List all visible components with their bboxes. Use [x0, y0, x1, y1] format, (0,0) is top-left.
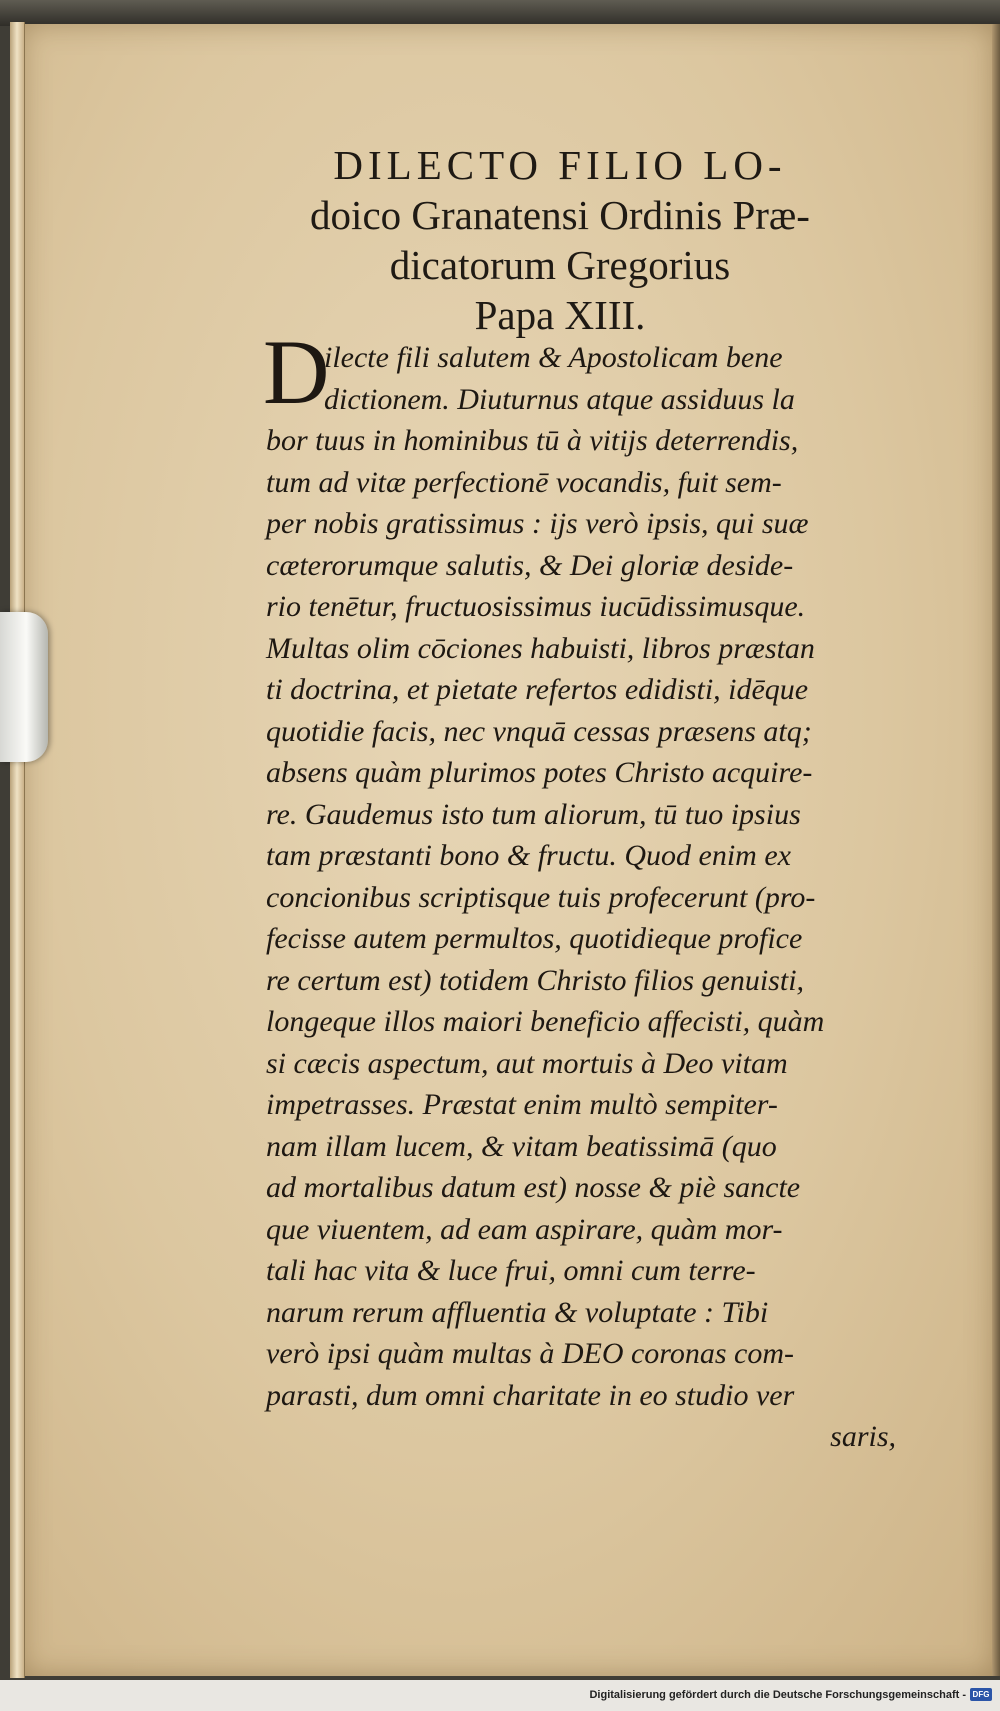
- text-line: tali hac vita & luce frui, omni cum terre-: [266, 1254, 756, 1287]
- text-line: rio tenētur, fructuosissimus iucūdissimusque.: [266, 590, 806, 623]
- text-line: ilecte fili salutem & Apostolicam bene: [324, 341, 783, 374]
- heading-line: doico Granatensi Ordinis Præ-: [310, 192, 810, 238]
- letter-heading: [200, 140, 920, 340]
- text-line: fecisse autem permultos, quotidieque profice: [266, 922, 803, 955]
- text-line: bor tuus in hominibus tū à vitijs deterrendis,: [266, 424, 799, 457]
- text-line: si cæcis aspectum, aut mortuis à Deo vitam: [266, 1046, 788, 1080]
- text-line: ti doctrina, et pietate refertos edidisti, idēque: [266, 673, 809, 706]
- text-line: per nobis gratissimus : ijs verò ipsis, qui suæ: [266, 507, 809, 540]
- text-line: verò ipsi quàm multas à DEO coronas com-: [266, 1337, 795, 1370]
- text-line: re. Gaudemus isto tum aliorum, tū tuo ipsius: [266, 797, 801, 831]
- text-line: absens quàm plurimos potes Christo acquire-: [266, 756, 813, 789]
- heading-line: dicatorum Gregorius: [389, 242, 731, 288]
- text-line: tum ad vitæ perfectionē vocandis, fuit sem-: [266, 465, 782, 499]
- letter-body: [266, 337, 906, 1458]
- text-line: impetrasses. Præstat enim multò sempiter-: [266, 1088, 778, 1121]
- text-line: tam præstanti bono & fructu. Quod enim ex: [266, 839, 791, 872]
- binding-edge: [992, 24, 1000, 1676]
- page-edge: [10, 22, 25, 1678]
- drop-cap: D: [263, 321, 330, 423]
- text-line: ad mortalibus datum est) nosse & piè sancte: [266, 1171, 801, 1204]
- text-line: parasti, dum omni charitate in eo studio ver: [266, 1378, 795, 1412]
- text-line: narum rerum affluentia & voluptate : Tibi: [266, 1295, 769, 1329]
- text-line: re certum est) totidem Christo filios genuisti,: [266, 963, 805, 997]
- text-line: concionibus scriptisque tuis profecerunt (pro-: [266, 880, 816, 914]
- text-line: nam illam lucem, & vitam beatissimā (quo: [266, 1129, 777, 1163]
- text-line: quotidie facis, nec vnquā cessas præsens atq;: [266, 714, 812, 748]
- footer-credit: Digitalisierung gefördert durch die Deutsche Forschungsgemeinschaft -: [589, 1689, 966, 1701]
- text-line: Multas olim cōciones habuisti, libros præstan: [266, 631, 815, 665]
- text-line: longeque illos maiori beneficio affecisti, quàm: [266, 1005, 825, 1038]
- text-line: que viuentem, ad eam aspirare, quàm mor-: [266, 1212, 783, 1246]
- heading-line: Papa XIII.: [474, 292, 646, 338]
- scanner-top-band: [0, 0, 1000, 26]
- text-line: saris,: [830, 1420, 896, 1453]
- heading-line: DILECTO FILIO LO-: [333, 142, 787, 188]
- text-line: dictionem. Diuturnus atque assiduus la: [324, 382, 795, 416]
- page-clip: [0, 612, 48, 762]
- dfg-logo-icon: DFG: [970, 1688, 992, 1701]
- text-line: cæterorumque salutis, & Dei gloriæ deside-: [266, 548, 794, 582]
